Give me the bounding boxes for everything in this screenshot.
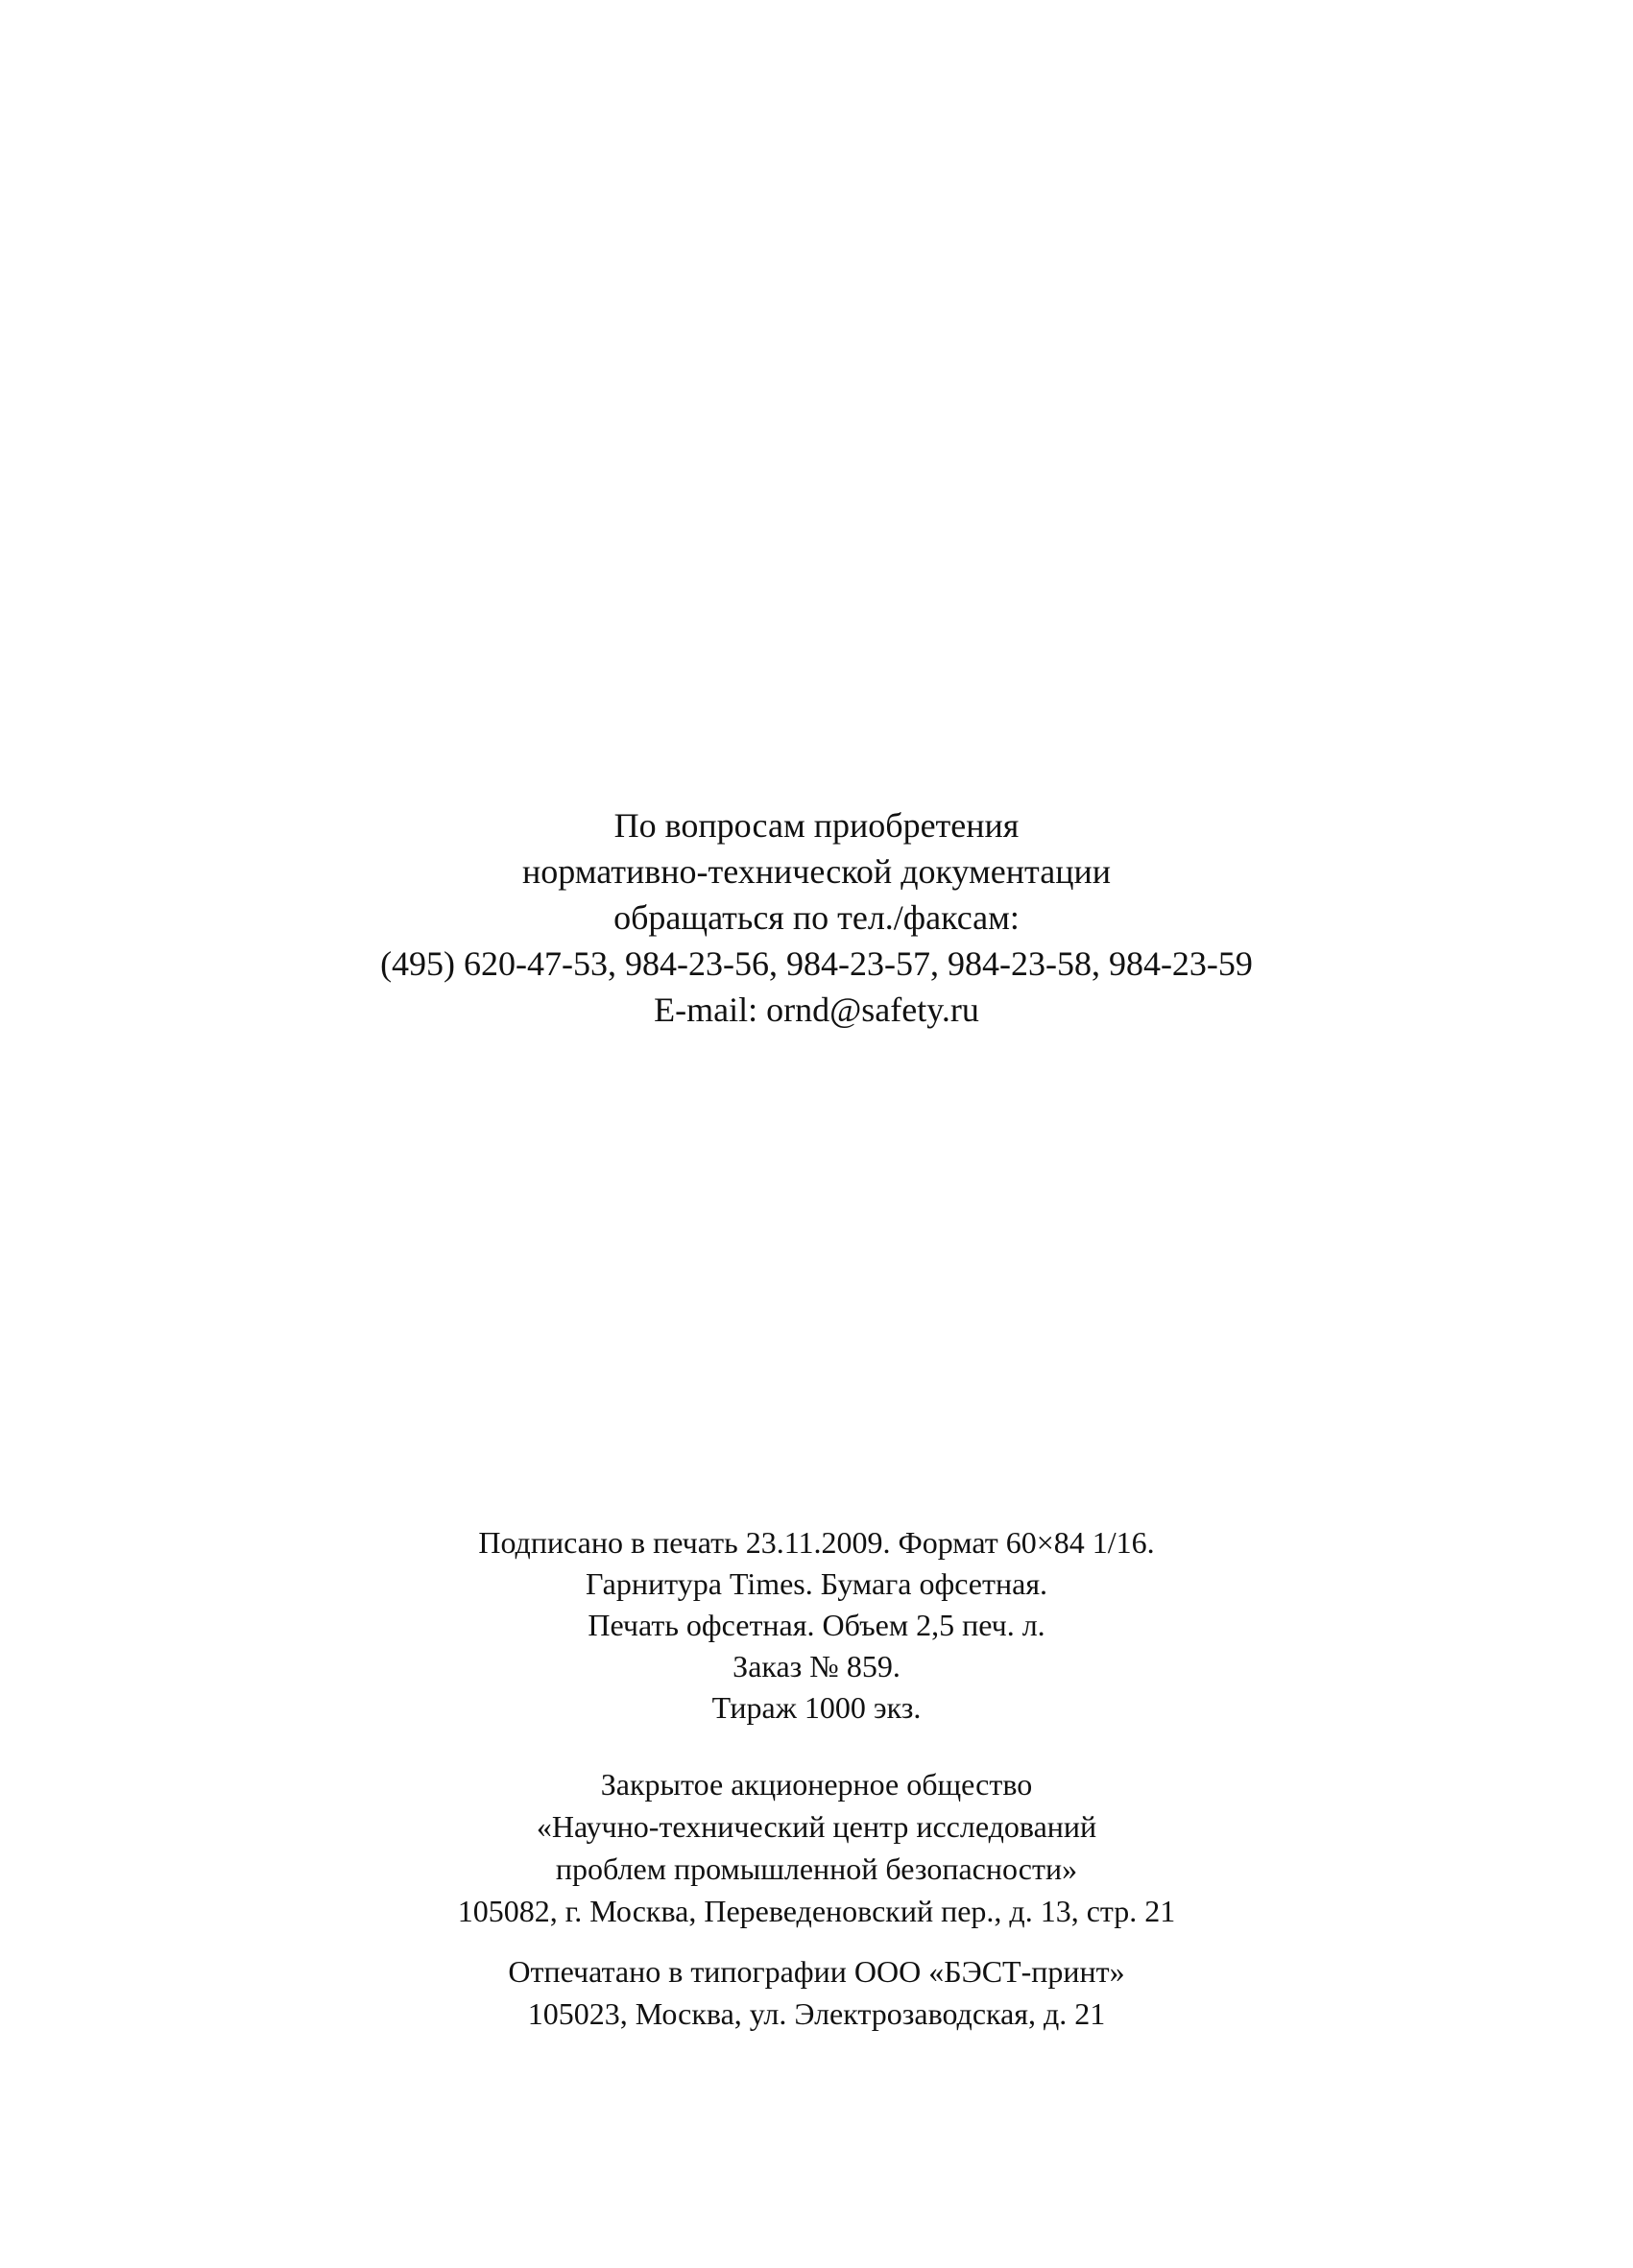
contact-email: E-mail: ornd@safety.ru [654, 991, 979, 1029]
contact-info-line: По вопросам приобретения [613, 806, 1020, 845]
printer-block [0, 1950, 1633, 2035]
imprint-line: Печать офсетная. Объем 2,5 печ. л. [588, 1608, 1045, 1642]
contact-info-line: обращаться по тел./факсам: [613, 898, 1020, 937]
publisher-line: проблем промышленной безопасности» [555, 1851, 1078, 1886]
publisher-line: Закрытое акционерное общество [600, 1767, 1033, 1802]
imprint-line: Подписано в печать 23.11.2009. Формат 60×84 1/16. [478, 1525, 1155, 1560]
publisher-block [0, 1763, 1633, 1932]
imprint-print-run: Тираж 1000 экз. [711, 1690, 922, 1725]
contact-phone-numbers: (495) 620-47-53, 984-23-56, 984-23-57, 984-23-58, 984-23-59 [380, 944, 1253, 983]
imprint-line: Гарнитура Times. Бумага офсетная. [585, 1566, 1048, 1601]
printer-line: Отпечатано в типографии ООО «БЭСТ-принт» [508, 1954, 1125, 1989]
imprint-block [0, 1522, 1633, 1729]
publisher-address: 105082, г. Москва, Переведеновский пер., д. 13, стр. 21 [457, 1894, 1176, 1928]
contact-info-block [0, 802, 1633, 1033]
publisher-line: «Научно-технический центр исследований [536, 1809, 1097, 1844]
imprint-order-number: Заказ № 859. [732, 1649, 901, 1683]
contact-info-line: нормативно-технической документации [521, 852, 1111, 891]
printer-address: 105023, Москва, ул. Электрозаводская, д. 21 [527, 1996, 1106, 2031]
